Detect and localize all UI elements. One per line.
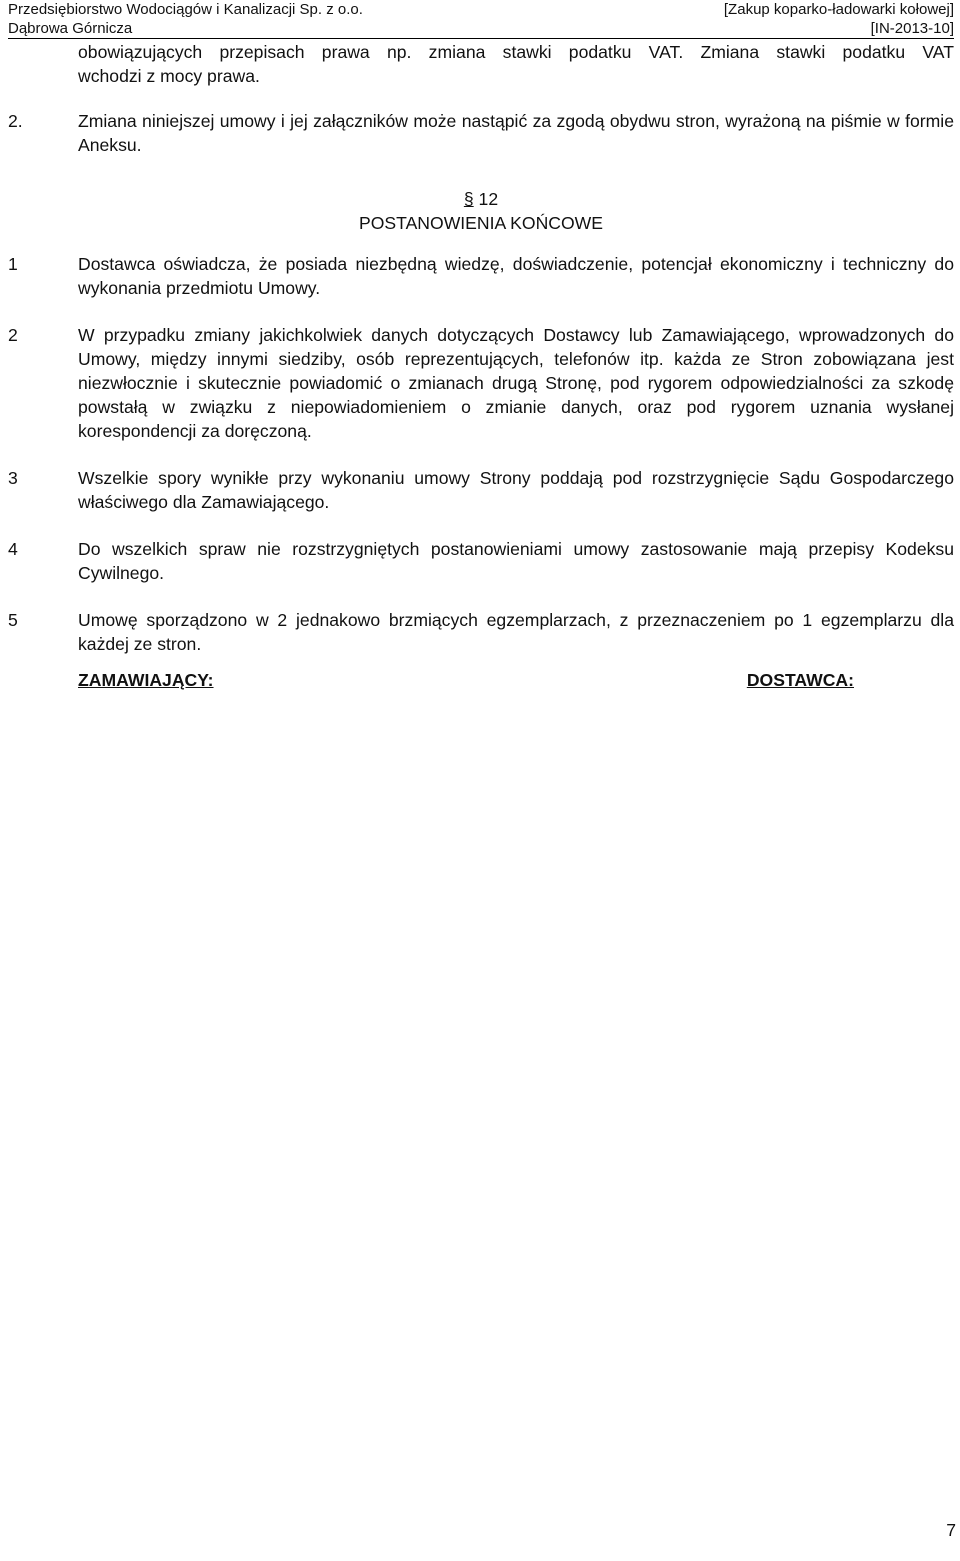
page-number: 7 <box>946 1520 956 1540</box>
section-title: POSTANOWIENIA KOŃCOWE <box>358 213 604 233</box>
paragraph-text: Umowę sporządzono w 2 jednakowo brzmiących egzemplarzach, z przeznaczeniem po 1 egzemplarzu dla każdej ze stron. <box>78 610 954 654</box>
header-row-2 <box>8 19 954 39</box>
paragraph-text: Dostawca oświadcza, że posiada niezbędną wiedzę, doświadczenie, potencjał ekonomiczny i techniczny do wykonania przedmiotu Umowy. <box>78 254 954 298</box>
document-body <box>8 40 954 656</box>
item-2-number: 2. <box>8 111 23 131</box>
paragraph-number: 5 <box>8 610 18 630</box>
section-number <box>8 187 954 211</box>
paragraph-2 <box>8 323 954 443</box>
item-2-text: Zmiana niniejszej umowy i jej załączników może nastąpić za zgodą obydwu stron, wyrażoną na piśmie w formie Aneksu. <box>78 111 954 155</box>
continuation-line-1: obowiązujących przepisach prawa np. zmiana stawki podatku VAT. Zmiana stawki podatku VAT <box>78 42 954 62</box>
paragraph-number: 3 <box>8 468 18 488</box>
header-row-1 <box>8 0 954 19</box>
header-subject: [Zakup koparko-ładowarki kołowej] <box>723 1 954 18</box>
signature-supplier: DOSTAWCA: <box>746 670 854 690</box>
paragraph-5 <box>8 608 954 656</box>
signature-orderer: ZAMAWIAJĄCY: <box>78 670 214 690</box>
paragraph-4 <box>8 537 954 585</box>
paragraph-number: 2 <box>8 325 18 345</box>
signature-row <box>78 670 854 691</box>
paragraph-text: W przypadku zmiany jakichkolwiek danych dotyczących Dostawcy lub Zamawiającego, wprowadzonych do Umowy, między innymi siedziby, osób reprezentujących, telefonów itp. każda ze Stron zobowiązana jest niezwłocznie i skutecznie powiadomić o zmianach drugą Stronę, pod rygorem odpowiedzialności za szkodę powstałą w związku z niepowiadomieniem o zmianie danych, oraz pod rygorem uznania wysłanej korespondencji za doręczoną. <box>78 325 954 441</box>
paragraph-text: Wszelkie spory wynikłe przy wykonaniu umowy Strony poddają pod rozstrzygnięcie Sądu Gospodarczego właściwego dla Zamawiającego. <box>78 468 954 512</box>
section-number-value: 12 <box>478 189 499 209</box>
section-symbol: § <box>463 189 474 209</box>
header-reference: [IN-2013-10] <box>870 20 954 37</box>
paragraph-3 <box>8 466 954 514</box>
paragraph-number: 1 <box>8 254 18 274</box>
paragraph-number: 4 <box>8 539 18 559</box>
continuation-line-2: wchodzi z mocy prawa. <box>78 66 260 86</box>
item-2 <box>8 109 954 157</box>
header-company: Przedsiębiorstwo Wodociągów i Kanalizacji Sp. z o.o. <box>8 1 363 18</box>
paragraph-text: Do wszelkich spraw nie rozstrzygniętych postanowieniami umowy zastosowanie mają przepisy Kodeksu Cywilnego. <box>78 539 954 583</box>
header-city: Dąbrowa Górnicza <box>8 20 133 37</box>
section-heading <box>8 187 954 235</box>
paragraph-1 <box>8 252 954 300</box>
page-header <box>8 0 954 39</box>
